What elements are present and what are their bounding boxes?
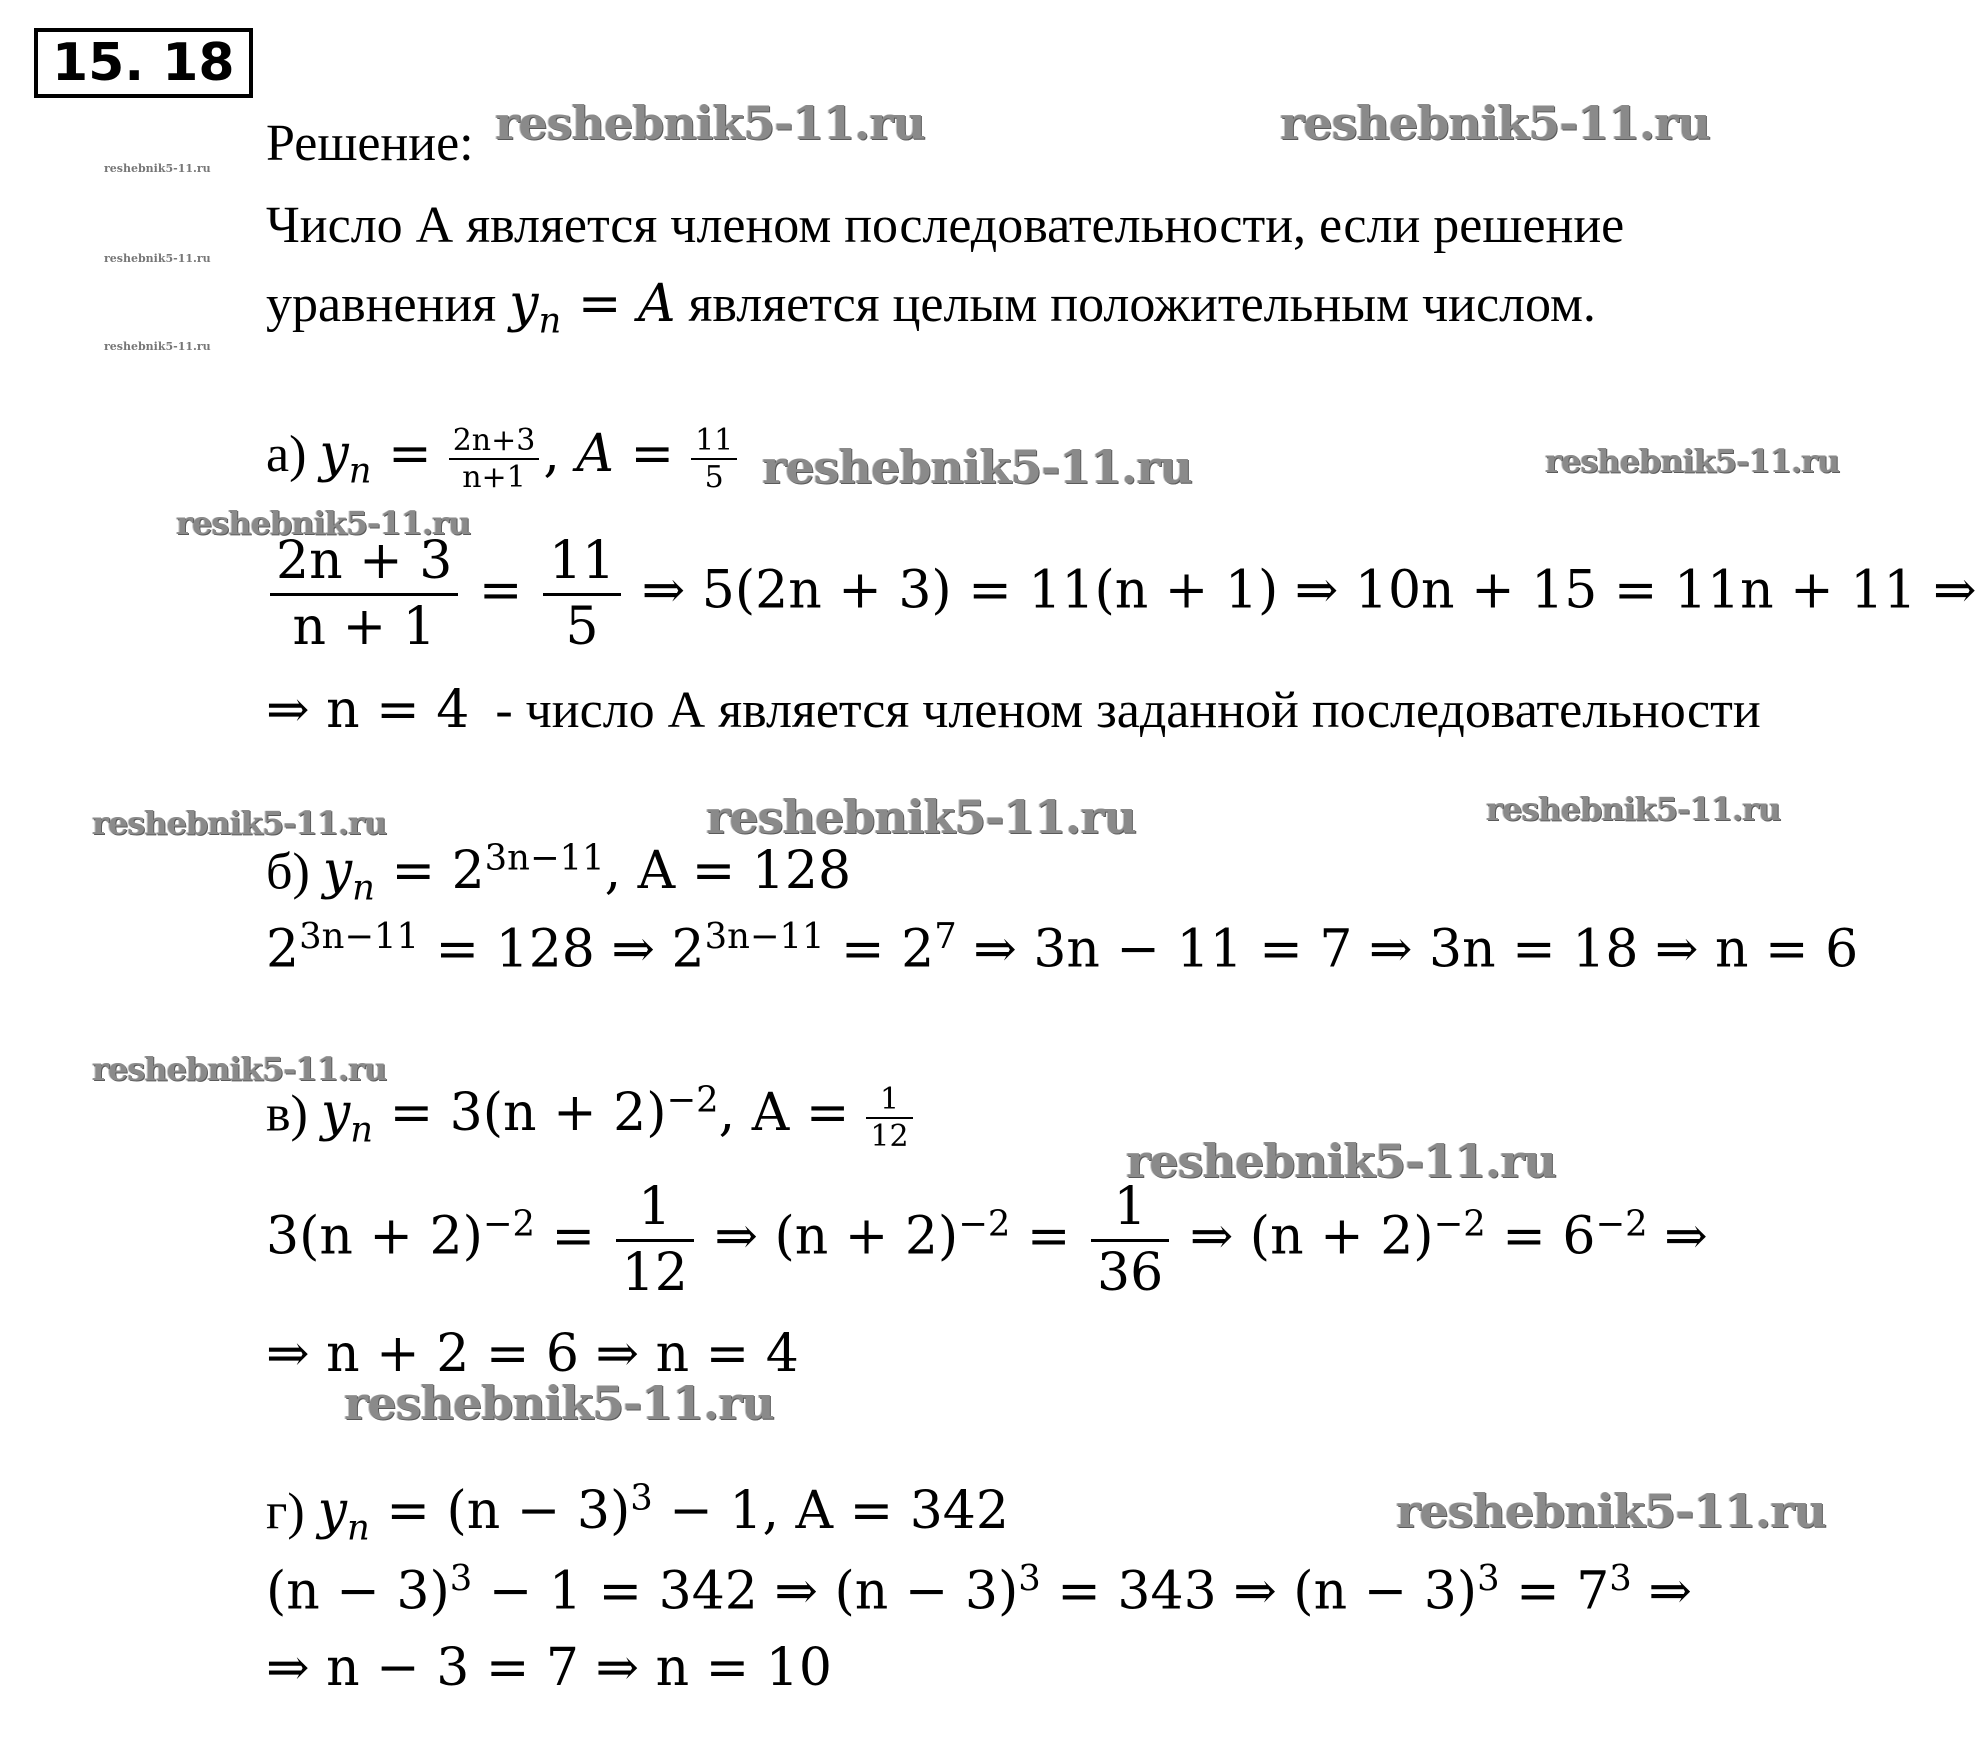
- watermark: reshebnik5-11.ru: [344, 1376, 774, 1430]
- part-v-given: в) $y_n = 3(n + 2)^{-2}$, A = $\frac{1}{12}$: [266, 1080, 917, 1153]
- part-a-given: а) $y_n$ = $\frac{2n+3}{n+1}$ , A = $\frac{11}{5}$: [266, 424, 741, 494]
- part-b-solution: $2^{3n-11} = 128$ ⇒ $2^{3n-11} = 2^7$ ⇒ 3n − 11 = 7 ⇒ 3n = 18 ⇒ n = 6: [266, 916, 1859, 980]
- watermark: reshebnik5-11.ru: [92, 804, 387, 842]
- watermark: reshebnik5-11.ru: [1545, 442, 1840, 480]
- part-g-solution: $(n - 3)^3 - 1 = 342$ ⇒ $(n - 3)^3 = 343$ ⇒ $(n - 3)^3 = 7^3$ ⇒: [266, 1558, 1692, 1622]
- watermark: reshebnik5-11.ru: [495, 96, 925, 150]
- part-g-given: г) $y_n = (n - 3)^3 - 1$, A = 342: [266, 1478, 1009, 1549]
- watermark: reshebnik5-11.ru: [1396, 1484, 1826, 1538]
- heading: Решение:: [266, 115, 474, 172]
- watermark: reshebnik5-11.ru: [104, 252, 211, 265]
- intro-line-2: уравнения $y_n = A$ является целым положительным числом.: [266, 274, 1596, 342]
- watermark: reshebnik5-11.ru: [104, 340, 211, 353]
- watermark: reshebnik5-11.ru: [92, 1050, 387, 1088]
- part-a-result: ⇒ n = 4 - число А является членом заданной последовательности: [266, 680, 1761, 740]
- part-b-given: б) $y_n = 2^{3n-11}$, A = 128: [266, 838, 852, 909]
- watermark: reshebnik5-11.ru: [706, 790, 1136, 844]
- watermark: reshebnik5-11.ru: [1486, 790, 1781, 828]
- problem-number: 15. 18: [34, 28, 253, 98]
- watermark: reshebnik5-11.ru: [1126, 1134, 1556, 1188]
- part-v-solution: $3(n + 2)^{-2}$ = $\frac{1}{12}$ ⇒ $(n + 2)^{-2}$ = $\frac{1}{36}$ ⇒ $(n + 2)^{-2} = 6^{-2}$ ⇒: [266, 1177, 1708, 1303]
- intro-line-1: Число А является членом последовательности, если решение: [266, 197, 1625, 254]
- part-v-result: ⇒ n + 2 = 6 ⇒ n = 4: [266, 1324, 799, 1384]
- watermark: reshebnik5-11.ru: [104, 162, 211, 175]
- part-a-solution: $\frac{2n + 3}{n + 1}$ = $\frac{11}{5}$ ⇒ 5(2n + 3) = 11(n + 1) ⇒ 10n + 15 = 11n + 11 ⇒: [266, 534, 1977, 654]
- watermark: reshebnik5-11.ru: [1280, 96, 1710, 150]
- watermark: reshebnik5-11.ru: [176, 504, 471, 542]
- watermark: reshebnik5-11.ru: [762, 440, 1192, 494]
- part-g-result: ⇒ n − 3 = 7 ⇒ n = 10: [266, 1638, 832, 1698]
